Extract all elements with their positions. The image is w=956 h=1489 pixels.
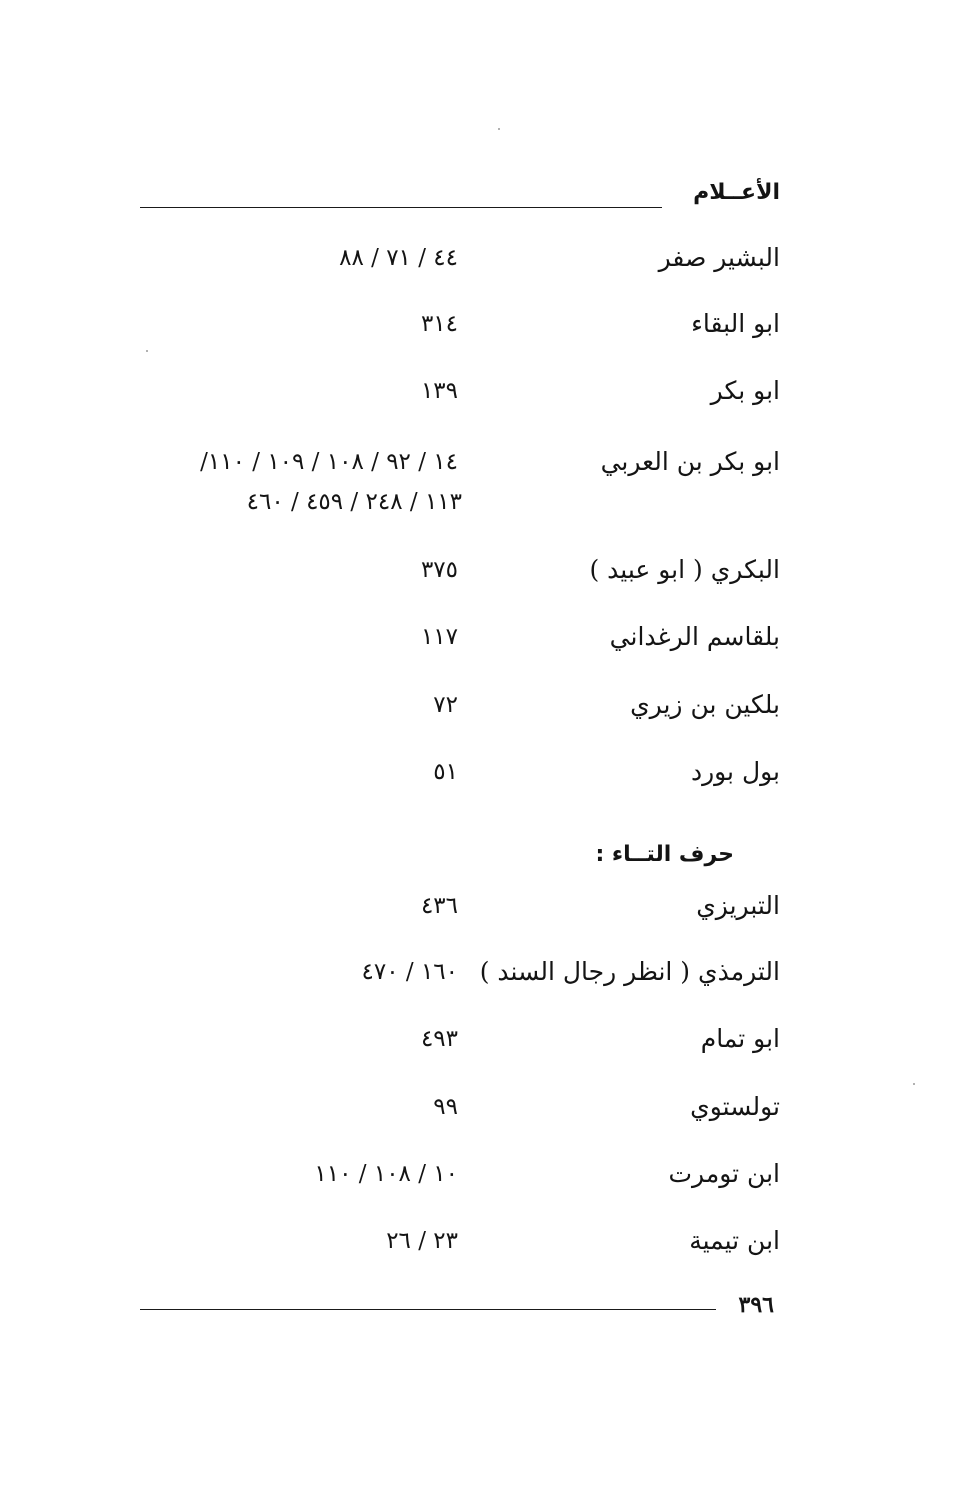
entry-pages [386,1221,458,1261]
page-refs: ١٤ / ٩٢ / ١٠٨ / ١٠٩ / ١١٠/ [200,449,458,475]
page-refs: ١١٧ [420,624,458,650]
entry-pages [433,685,458,725]
page-refs: ٤٩٣ [420,1026,458,1052]
entry-pages [362,952,459,992]
page-refs: ٣٧٥ [420,557,458,583]
scan-speck [498,128,500,130]
page-refs: ٩٩ [433,1094,458,1120]
entry-pages [421,550,458,590]
entry-pages [421,886,458,926]
entry-name: التبريزي [696,891,780,920]
header-rule [140,207,662,208]
entry-pages [339,238,458,278]
page-refs: ٧٢ [433,692,458,718]
page-footer [140,1290,780,1324]
entry-pages [421,1019,458,1059]
entry-pages [200,442,462,522]
page-refs: ١٦٠ / ٤٧٠ [361,959,458,985]
page-refs: ٢٣ / ٢٦ [386,1228,458,1254]
page-refs: ٥١ [433,759,458,785]
entry-pages [433,752,458,792]
entry-name: تولستوي [690,1092,780,1121]
entry-pages [433,1087,458,1127]
entry-pages [421,371,458,411]
entry-name: بول بورد [690,757,780,786]
page-refs: ٣١٤ [420,311,458,337]
scan-speck [913,1083,915,1085]
page-refs: ١٠ / ١٠٨ / ١١٠ [314,1161,458,1187]
entry-name: ابو البقاء [691,309,780,338]
entry-name: ابو بكر [710,376,780,405]
entry-name: ابن تومرت [668,1159,780,1188]
entry-name: ابو تمام [700,1024,780,1053]
footer-rule [140,1309,716,1310]
page-refs: ٤٤ / ٧١ / ٨٨ [339,245,458,271]
entry-name: الترمذي ( انظر رجال السند ) [479,957,780,986]
entry-pages [421,304,458,344]
page-refs: ٤٣٦ [420,893,458,919]
scan-speck [146,350,148,352]
entry-pages [314,1154,458,1194]
entry-pages [421,617,458,657]
entry-name: البكري ( ابو عبيد ) [589,555,780,584]
running-header [140,178,780,218]
entry-name: بلكين بن زيري [630,690,780,719]
page-refs: ١١٣ / ٢٤٨ / ٤٥٩ / ٤٦٠ [246,489,462,515]
header-title: الأعــلام [693,180,780,205]
entry-name: ابو بكر بن العربي [600,447,780,476]
page-number: ٣٩٦ [738,1292,774,1318]
entry-name: البشير صفر [658,243,780,272]
section-heading [140,835,780,875]
section-heading-text: حرف التــاء : [595,842,734,867]
entry-name: ابن تيمية [689,1226,780,1255]
page-refs: ١٣٩ [420,378,458,404]
entry-name: بلقاسم الرغداني [609,622,780,651]
